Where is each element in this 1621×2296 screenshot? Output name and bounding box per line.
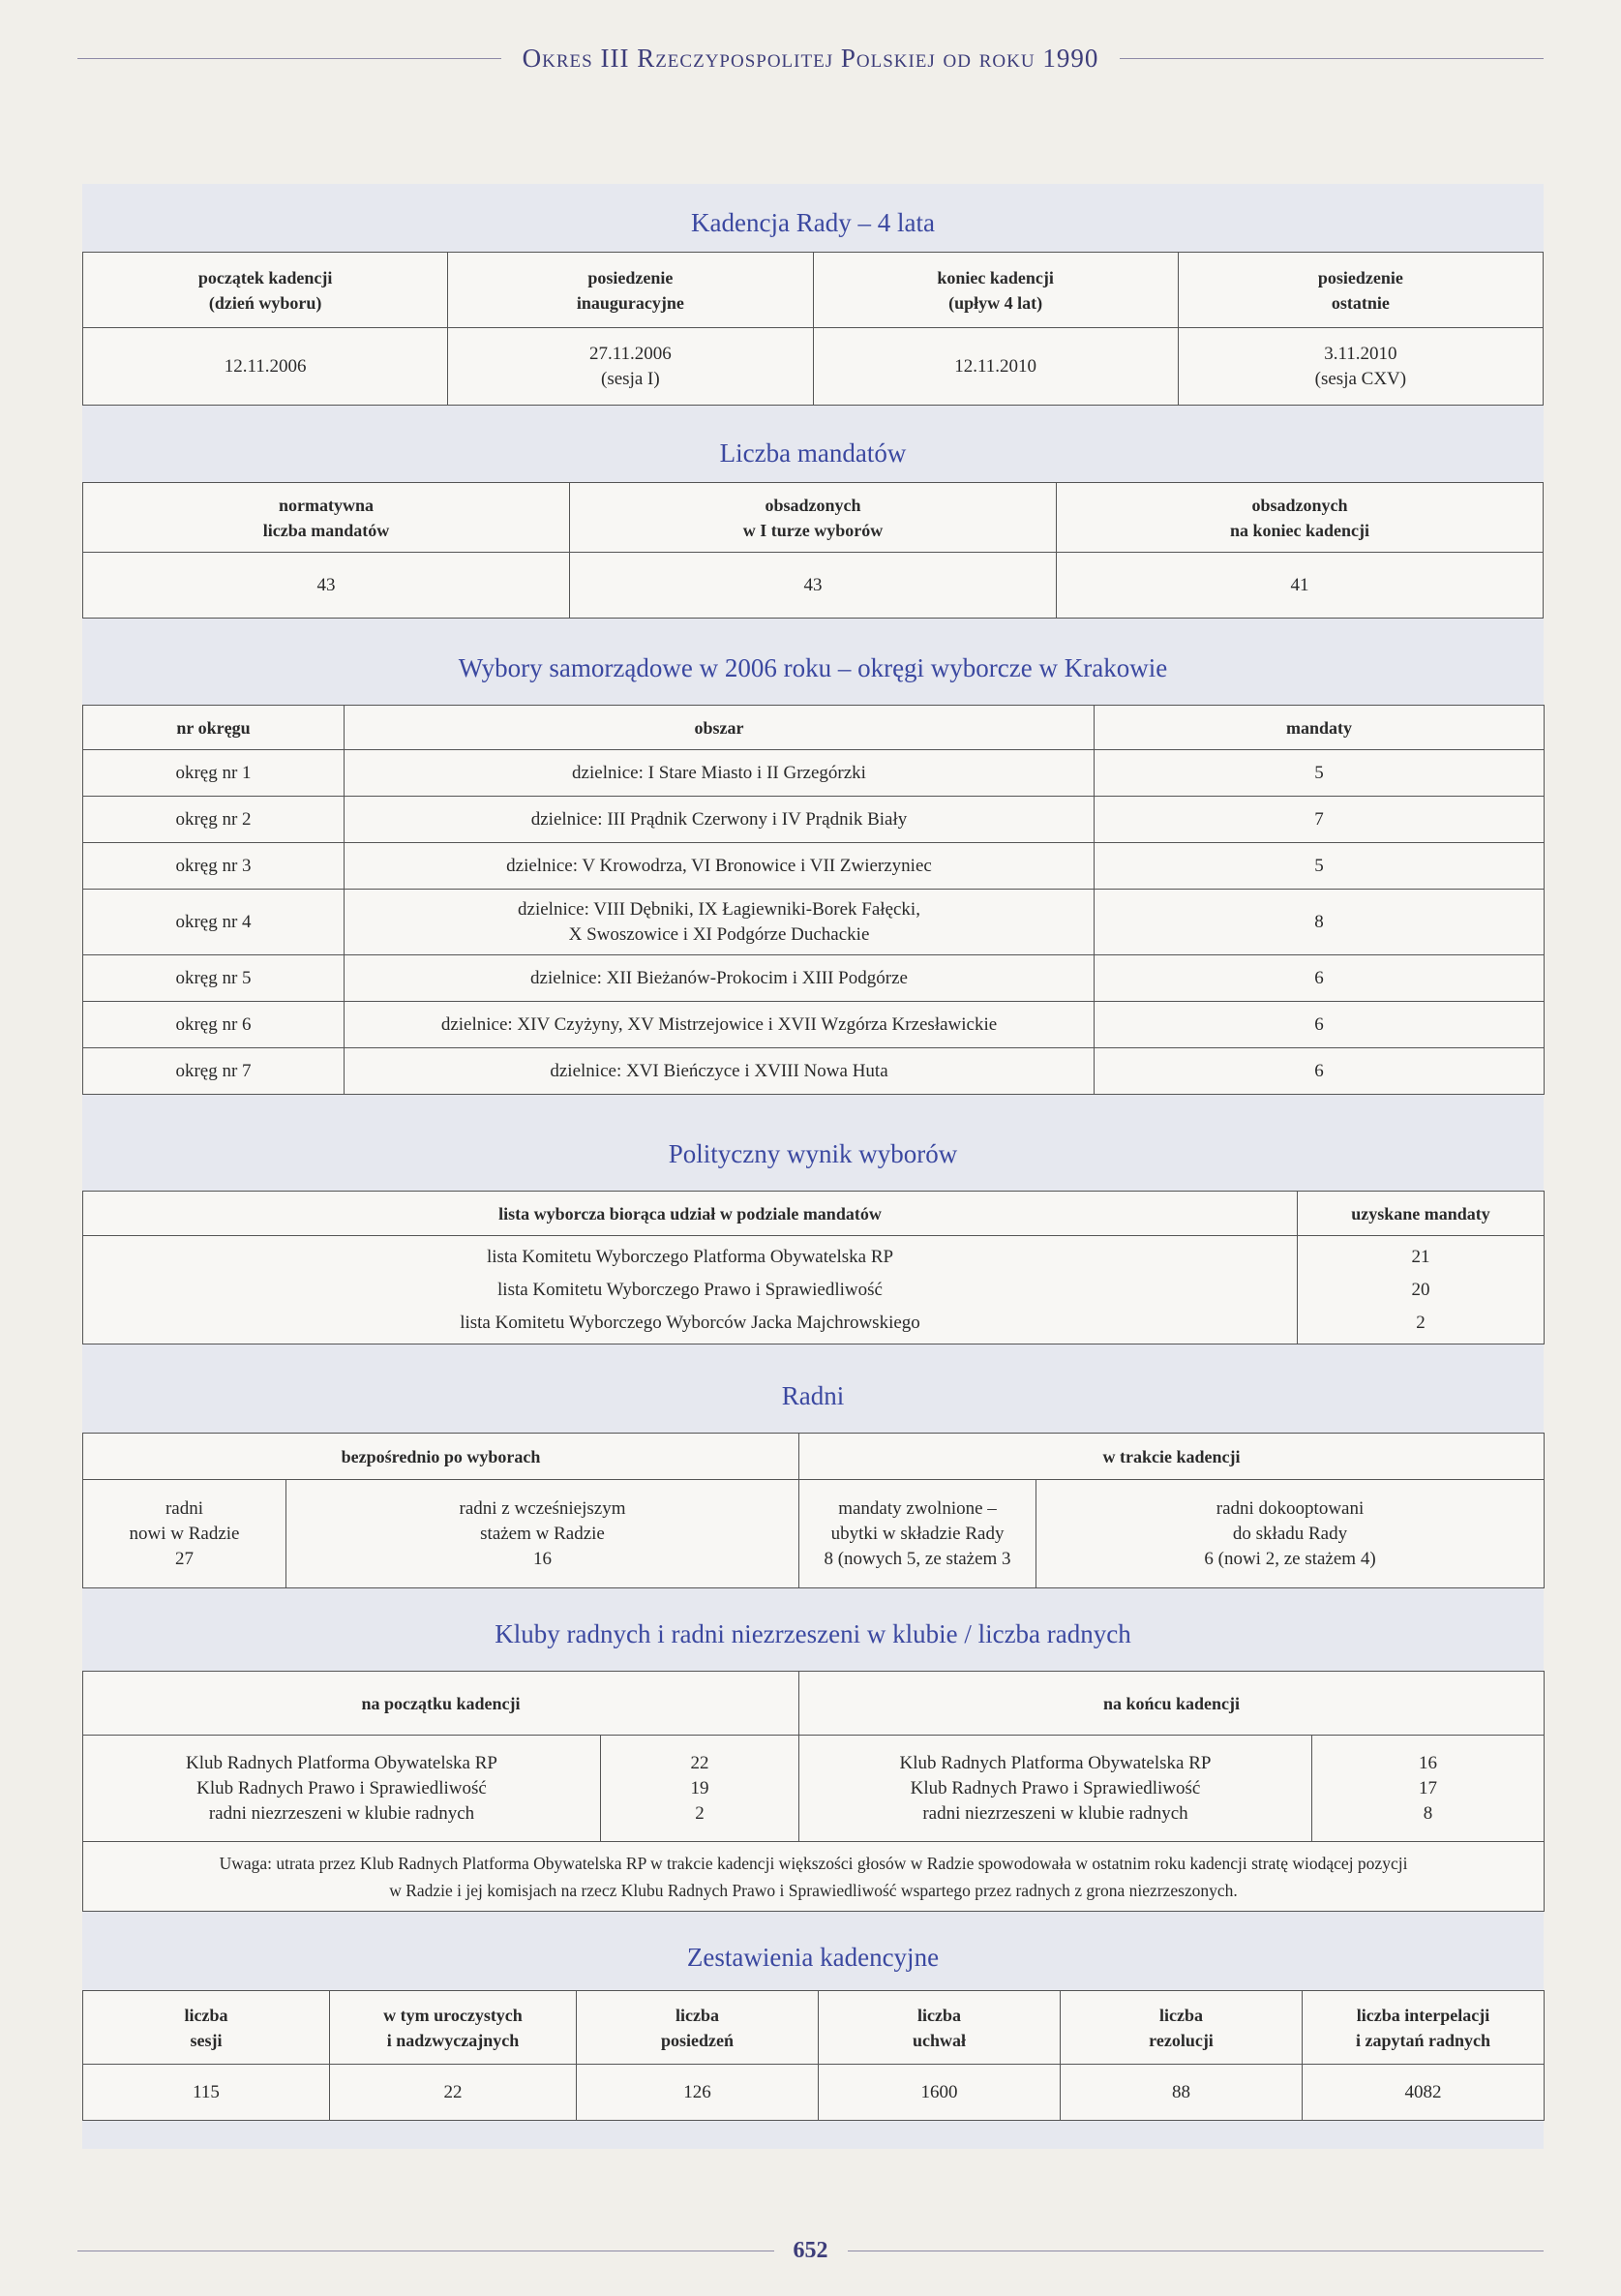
header-line: rezolucji bbox=[1149, 2030, 1214, 2050]
club-count: 22 bbox=[690, 1752, 709, 1773]
value-row bbox=[83, 553, 1544, 619]
header-line: sesji bbox=[190, 2030, 223, 2050]
district-number: okręg nr 2 bbox=[83, 797, 345, 843]
wynik-section bbox=[82, 1133, 1544, 1344]
mandate-count: 2 bbox=[1416, 1312, 1426, 1333]
header-line: w tym uroczystych bbox=[383, 2005, 523, 2025]
page-number: 652 bbox=[793, 2237, 828, 2263]
district-number: okręg nr 3 bbox=[83, 843, 345, 890]
mandate-value: 43 bbox=[570, 553, 1057, 619]
summary-value: 4082 bbox=[1303, 2065, 1545, 2121]
running-head bbox=[77, 39, 1544, 77]
header-row bbox=[83, 1434, 1545, 1480]
section-title: Radni bbox=[781, 1381, 845, 1410]
header-line: i zapytań radnych bbox=[1355, 2030, 1491, 2050]
group-header: bezpośrednio po wyborach bbox=[83, 1434, 799, 1480]
club-count: 2 bbox=[695, 1802, 705, 1824]
divider bbox=[77, 58, 501, 59]
election-list: lista Komitetu Wyborczego Wyborców Jacka Majchrowskiego bbox=[460, 1312, 920, 1333]
club-count: 17 bbox=[1419, 1777, 1437, 1798]
header-row bbox=[83, 706, 1545, 750]
district-area: dzielnice: XIV Czyżyny, XV Mistrzejowice i XVII Wzgórza Krzesławickie bbox=[345, 1002, 1095, 1048]
district-mandates: 5 bbox=[1095, 750, 1545, 797]
cell-line: 27 bbox=[175, 1548, 194, 1569]
header-line: posiedzeń bbox=[660, 2030, 734, 2050]
column-header: mandaty bbox=[1095, 706, 1545, 750]
district-area: dzielnice: I Stare Miasto i II Grzegórzki bbox=[345, 750, 1095, 797]
header-line: (upływ 4 lat) bbox=[948, 292, 1043, 313]
okregi-section bbox=[82, 647, 1544, 1095]
section-title: Kluby radnych i radni niezrzeszeni w klubie / liczba radnych bbox=[495, 1619, 1131, 1648]
header-line: liczba bbox=[1159, 2005, 1203, 2025]
header-line: początek kadencji bbox=[197, 267, 333, 287]
group-header: w trakcie kadencji bbox=[799, 1434, 1545, 1480]
value-row bbox=[83, 328, 1544, 406]
header-line: inauguracyjne bbox=[576, 292, 684, 313]
radni-section bbox=[82, 1375, 1544, 1588]
page-footer bbox=[77, 2231, 1544, 2270]
cell-line: nowi w Radzie bbox=[129, 1523, 240, 1544]
table-row bbox=[83, 890, 1545, 955]
kluby-section bbox=[82, 1613, 1544, 1912]
district-area: dzielnice: XII Bieżanów-Prokocim i XIII Podgórze bbox=[345, 955, 1095, 1002]
radni-table bbox=[82, 1433, 1545, 1588]
date-value: 27.11.2006 bbox=[588, 343, 672, 364]
district-mandates: 5 bbox=[1095, 843, 1545, 890]
kadencja-table bbox=[82, 252, 1544, 406]
session-value: (sesja CXV) bbox=[1314, 368, 1407, 389]
district-mandates: 8 bbox=[1095, 890, 1545, 955]
cell-line: 16 bbox=[533, 1548, 552, 1569]
club-name: Klub Radnych Prawo i Sprawiedliwość bbox=[910, 1777, 1201, 1798]
district-number: okręg nr 6 bbox=[83, 1002, 345, 1048]
header-row bbox=[83, 1672, 1545, 1736]
district-mandates: 6 bbox=[1095, 1048, 1545, 1095]
header-row bbox=[83, 483, 1544, 553]
header-line: obsadzonych bbox=[765, 495, 861, 515]
district-number: okręg nr 7 bbox=[83, 1048, 345, 1095]
district-area: dzielnice: XVI Bieńczyce i XVIII Nowa Huta bbox=[345, 1048, 1095, 1095]
district-number: okręg nr 4 bbox=[83, 890, 345, 955]
table-row bbox=[83, 750, 1545, 797]
cell-line: 6 (nowi 2, ze stażem 4) bbox=[1204, 1548, 1376, 1569]
cell-line: stażem w Radzie bbox=[480, 1523, 605, 1544]
district-area: dzielnice: III Prądnik Czerwony i IV Prądnik Biały bbox=[345, 797, 1095, 843]
header-line: liczba bbox=[917, 2005, 961, 2025]
table-row bbox=[83, 797, 1545, 843]
mandaty-section bbox=[82, 432, 1544, 619]
wynik-table bbox=[82, 1191, 1545, 1344]
cell-line: ubytki w składzie Rady bbox=[830, 1523, 1005, 1544]
header-row bbox=[83, 1991, 1545, 2065]
section-title: Zestawienia kadencyjne bbox=[686, 1943, 940, 1972]
district-area: dzielnice: VIII Dębniki, IX Łagiewniki-Borek Fałęcki, bbox=[518, 898, 920, 920]
summary-value: 126 bbox=[577, 2065, 819, 2121]
column-header: obszar bbox=[345, 706, 1095, 750]
cell-line: radni dokooptowani bbox=[1216, 1497, 1365, 1519]
column-header: uzyskane mandaty bbox=[1298, 1192, 1545, 1236]
table-row bbox=[83, 1002, 1545, 1048]
header-line: posiedzenie bbox=[587, 267, 674, 287]
cell-line: radni z wcześniejszym bbox=[459, 1497, 626, 1519]
session-value: (sesja I) bbox=[601, 368, 660, 389]
summary-value: 1600 bbox=[819, 2065, 1061, 2121]
date-value: 12.11.2010 bbox=[954, 355, 1037, 377]
district-mandates: 7 bbox=[1095, 797, 1545, 843]
summary-value: 115 bbox=[83, 2065, 330, 2121]
header-line: liczba interpelacji bbox=[1356, 2005, 1490, 2025]
zestawienia-table bbox=[82, 1990, 1545, 2121]
cell-line: 8 (nowych 5, ze stażem 3 bbox=[824, 1548, 1011, 1569]
election-list: lista Komitetu Wyborczego Platforma Obywatelska RP bbox=[486, 1246, 894, 1267]
cell-line: do składu Rady bbox=[1232, 1523, 1348, 1544]
header-line: liczba mandatów bbox=[262, 520, 390, 540]
note-text: w Radzie i jej komisjach na rzecz Klubu Radnych Prawo i Sprawiedliwość wspartego przez radnych z grona niezrzeszonych. bbox=[389, 1880, 1238, 1900]
column-header: lista wyborcza biorąca udział w podziale mandatów bbox=[83, 1192, 1298, 1236]
group-header: na końcu kadencji bbox=[799, 1672, 1545, 1736]
header-line: ostatnie bbox=[1331, 292, 1390, 313]
cell-line: radni bbox=[165, 1497, 204, 1519]
header-row bbox=[83, 1192, 1545, 1236]
club-name: radni niezrzeszeni w klubie radnych bbox=[922, 1802, 1188, 1824]
header-line: posiedzenie bbox=[1317, 267, 1403, 287]
cell-line: mandaty zwolnione – bbox=[838, 1497, 997, 1519]
club-count: 19 bbox=[690, 1777, 709, 1798]
note-text: Uwaga: utrata przez Klub Radnych Platforma Obywatelska RP w trakcie kadencji większości głosów w Radzie spowodowała w ostatnim roku kadencji stratę wiodącej pozycji bbox=[219, 1853, 1408, 1873]
mandate-value: 43 bbox=[83, 553, 570, 619]
okregi-table bbox=[82, 705, 1545, 1095]
district-number: okręg nr 1 bbox=[83, 750, 345, 797]
date-value: 12.11.2006 bbox=[224, 355, 307, 377]
summary-value: 88 bbox=[1061, 2065, 1303, 2121]
table-row bbox=[83, 1736, 1545, 1842]
mandate-value: 41 bbox=[1057, 553, 1544, 619]
mandate-count: 20 bbox=[1411, 1279, 1430, 1300]
table-row bbox=[83, 843, 1545, 890]
header-line: i nadzwyczajnych bbox=[386, 2030, 520, 2050]
kadencja-section bbox=[82, 201, 1544, 406]
club-count: 16 bbox=[1419, 1752, 1437, 1773]
header-line: w I turze wyborów bbox=[742, 520, 884, 540]
header-line: obsadzonych bbox=[1251, 495, 1348, 515]
header-line: normatywna bbox=[279, 495, 374, 515]
table-row bbox=[83, 1048, 1545, 1095]
section-title: Liczba mandatów bbox=[719, 438, 907, 468]
summary-value: 22 bbox=[330, 2065, 577, 2121]
date-value: 3.11.2010 bbox=[1324, 343, 1397, 364]
section-title: Wybory samorządowe w 2006 roku – okręgi wyborcze w Krakowie bbox=[458, 653, 1168, 682]
value-row bbox=[83, 2065, 1545, 2121]
zestawienia-section bbox=[82, 1936, 1544, 2121]
district-area: dzielnice: V Krowodrza, VI Bronowice i VII Zwierzyniec bbox=[345, 843, 1095, 890]
club-name: Klub Radnych Prawo i Sprawiedliwość bbox=[196, 1777, 487, 1798]
club-name: radni niezrzeszeni w klubie radnych bbox=[208, 1802, 475, 1824]
kluby-table bbox=[82, 1671, 1545, 1912]
header-line: (dzień wyboru) bbox=[208, 292, 322, 313]
header-line: liczba bbox=[675, 2005, 719, 2025]
club-count: 8 bbox=[1423, 1802, 1433, 1824]
group-header: na początku kadencji bbox=[83, 1672, 799, 1736]
header-row bbox=[83, 253, 1544, 328]
header-line: koniec kadencji bbox=[937, 267, 1054, 287]
table-row bbox=[83, 955, 1545, 1002]
header-line: liczba bbox=[184, 2005, 228, 2025]
district-mandates: 6 bbox=[1095, 955, 1545, 1002]
divider bbox=[1120, 58, 1544, 59]
column-header: nr okręgu bbox=[83, 706, 345, 750]
table-row bbox=[83, 1236, 1545, 1344]
note-row bbox=[83, 1842, 1545, 1912]
election-list: lista Komitetu Wyborczego Prawo i Sprawiedliwość bbox=[497, 1279, 883, 1300]
header-line: na koniec kadencji bbox=[1229, 520, 1370, 540]
district-area: X Swoszowice i XI Podgórze Duchackie bbox=[568, 923, 870, 945]
district-mandates: 6 bbox=[1095, 1002, 1545, 1048]
district-number: okręg nr 5 bbox=[83, 955, 345, 1002]
mandate-count: 21 bbox=[1411, 1246, 1430, 1267]
club-name: Klub Radnych Platforma Obywatelska RP bbox=[186, 1752, 497, 1773]
section-title: Kadencja Rady – 4 lata bbox=[691, 208, 935, 237]
table-row bbox=[83, 1480, 1545, 1588]
running-title: Okres III Rzeczypospolitej Polskiej od roku 1990 bbox=[522, 43, 1099, 73]
header-line: uchwał bbox=[912, 2030, 966, 2050]
mandaty-table bbox=[82, 482, 1544, 619]
club-name: Klub Radnych Platforma Obywatelska RP bbox=[899, 1752, 1212, 1773]
section-title: Polityczny wynik wyborów bbox=[668, 1139, 958, 1168]
